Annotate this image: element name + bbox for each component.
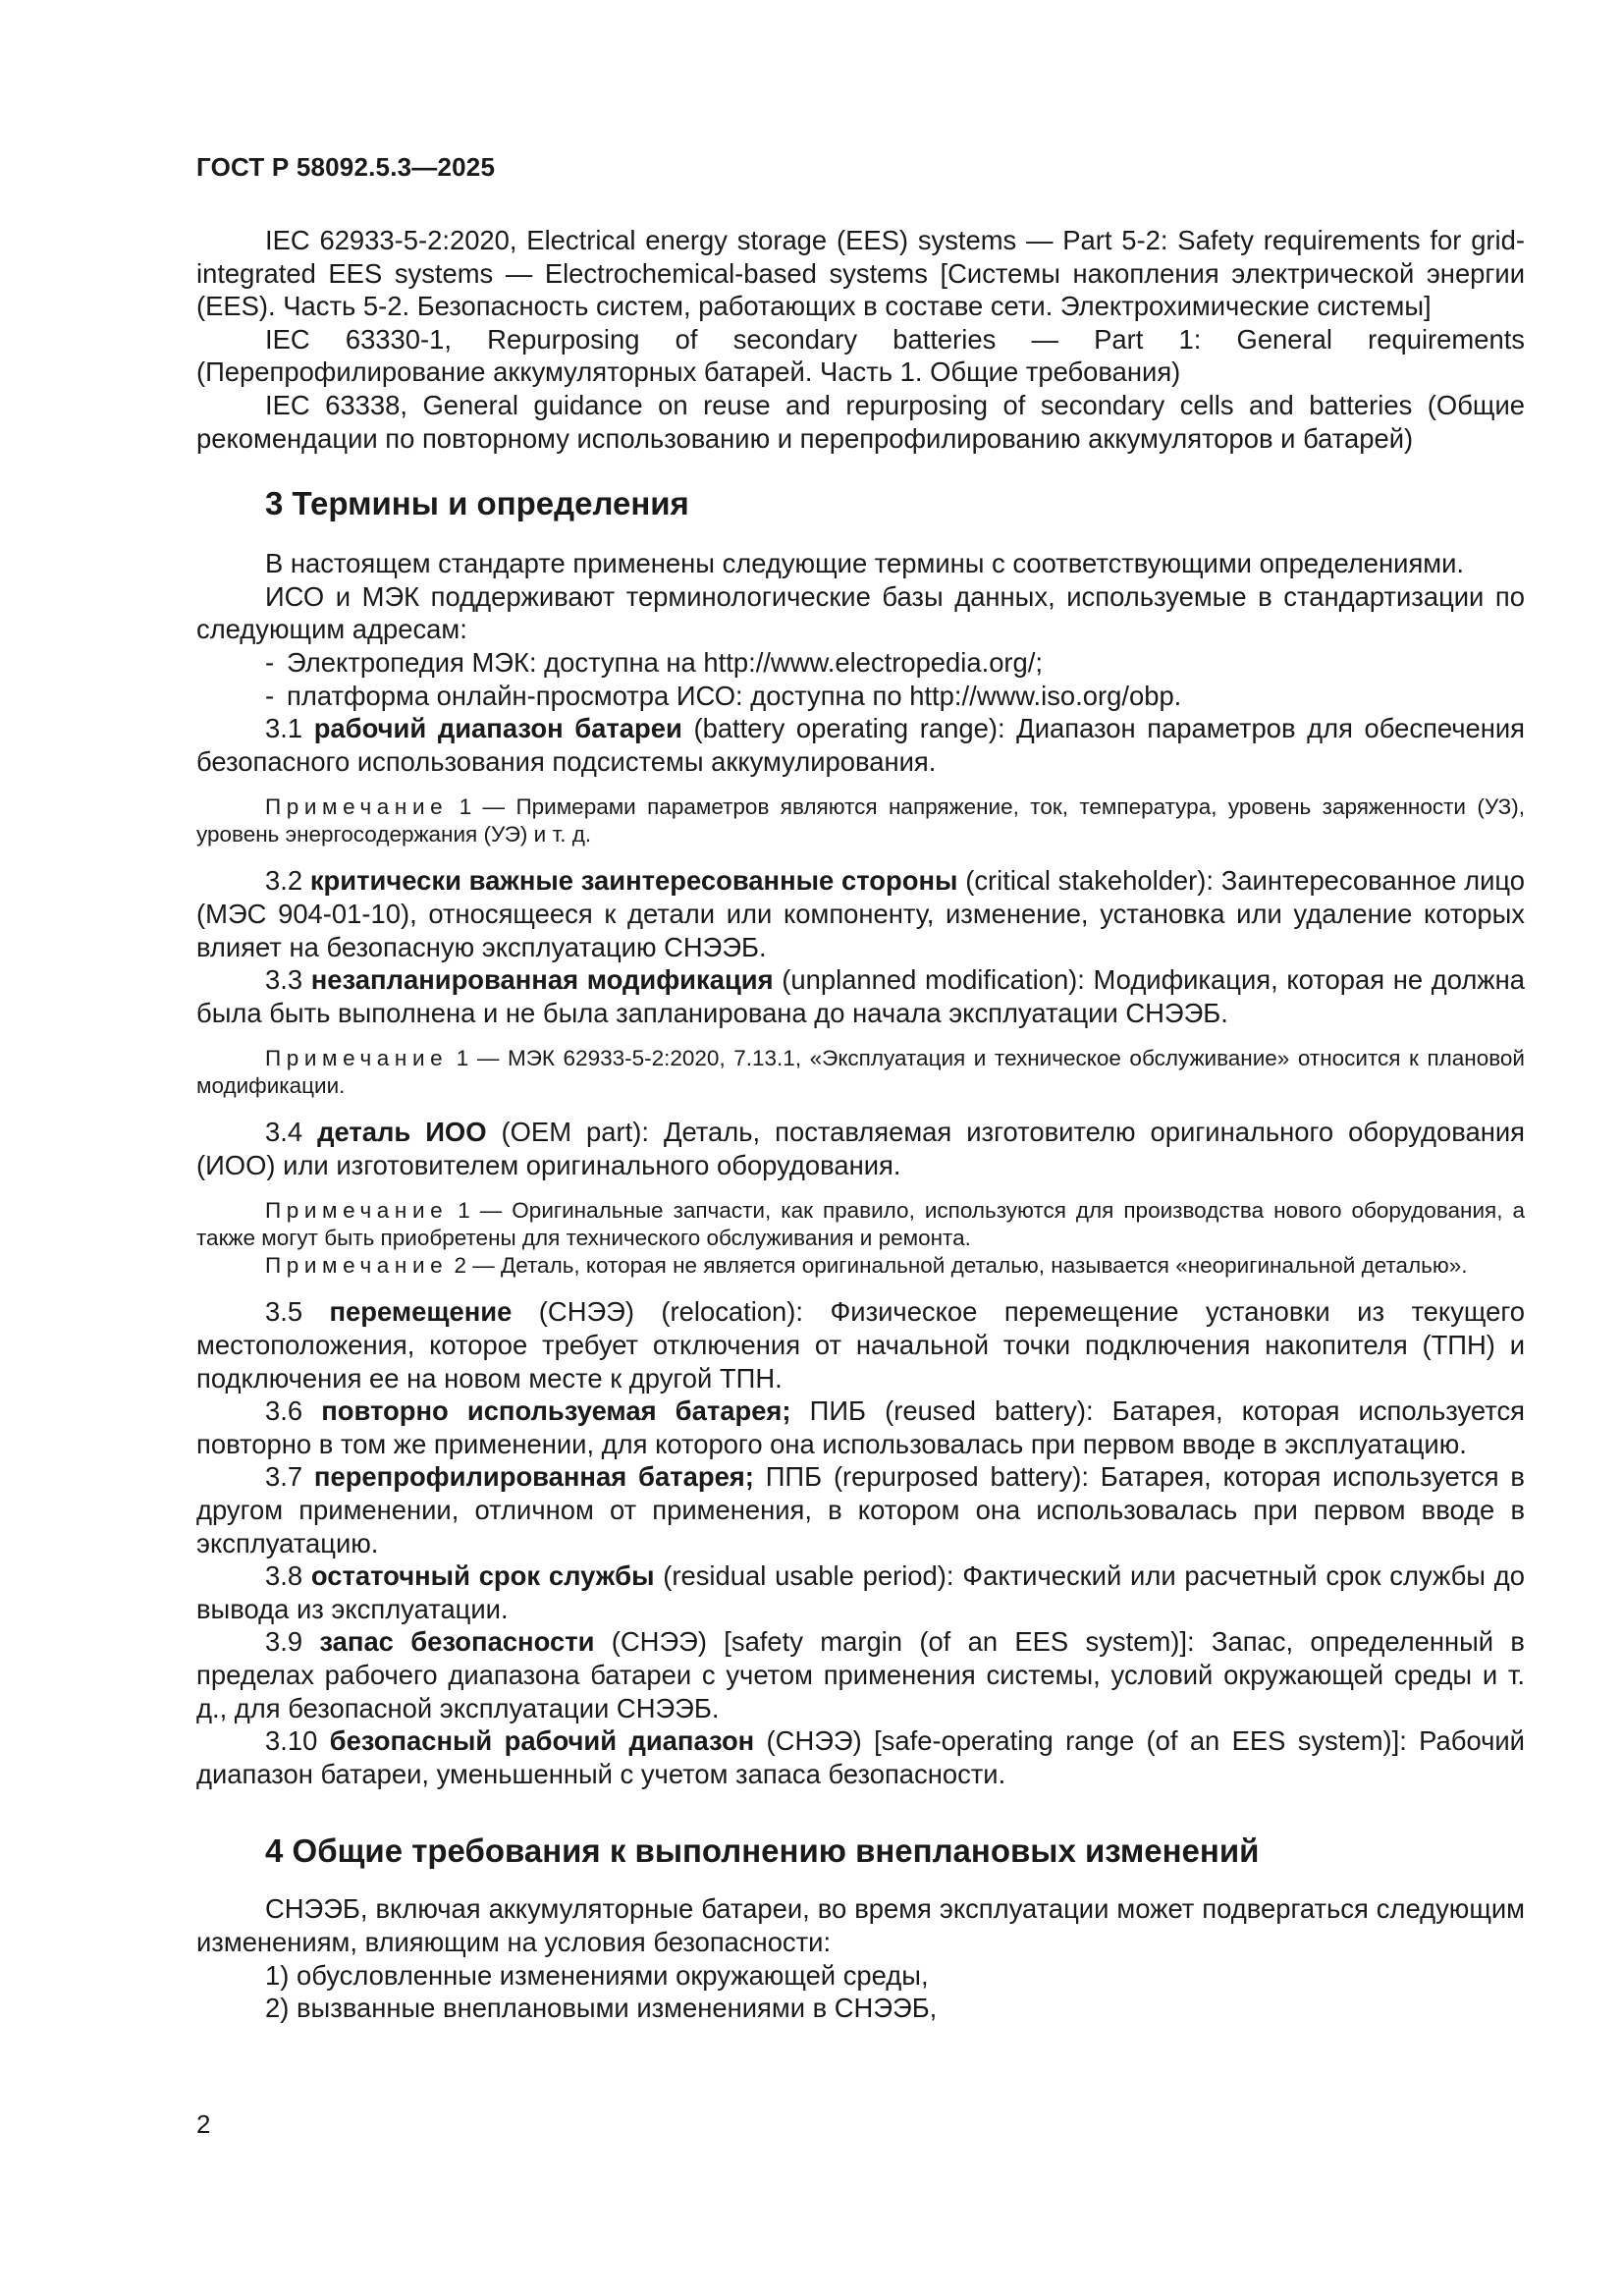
term-definition [196, 963, 1525, 1029]
term-name: повторно используемая батарея; [321, 1395, 791, 1427]
term-number: 3.6 [265, 1395, 303, 1427]
document-header: ГОСТ Р 58092.5.3—2025 [196, 152, 496, 182]
term-number: 3.8 [265, 1560, 303, 1592]
note [196, 1252, 1525, 1280]
term-definition [196, 1625, 1525, 1724]
term-name: рабочий диапазон батареи [313, 713, 682, 744]
enumerated-item: 1) обусловленные изменениями окружающей среды, [265, 1959, 929, 1991]
term-text: (battery operating range): Диапазон параметров для обеспечения безопасного использования подсистемы аккумулирования. [196, 713, 1525, 777]
list-dash: - [265, 680, 275, 711]
note-label: Примечание [265, 1253, 449, 1279]
term-text: (critical stakeholder): Заинтересованное лицо (МЭС 904-01-10), относящееся к детали или компоненту, изменение, установка или удаление которых влияет на безопасную эксплуатацию СНЭЭБ. [196, 865, 1526, 962]
term-definition [196, 712, 1525, 778]
note-label: Примечание [265, 1046, 449, 1071]
term-number: 3.7 [265, 1461, 303, 1493]
term-number: 3.2 [265, 865, 303, 897]
term-text: (residual usable period): Фактический или расчетный срок службы до вывода из эксплуатации. [196, 1560, 1525, 1624]
section-heading: 3 Термины и определения [265, 485, 689, 522]
term-text: (СНЭЭ) (relocation): Физическое перемещение установки из текущего местоположения, которое требует отключения от начальной точки подключения накопителя (ТПН) и подключения ее на новом месте к другой ТПН. [196, 1296, 1525, 1394]
document-body [196, 224, 1525, 2025]
enumerated-item: 2) вызванные внеплановыми изменениями в СНЭЭБ, [265, 1993, 938, 2024]
term-name: запас безопасности [319, 1626, 595, 1658]
note [196, 1045, 1525, 1100]
list-item [196, 646, 1525, 680]
note-text: 1 — Оригинальные запчасти, как правило, используются для производства нового оборудования, а также могут быть приобретены для технического обслуживания и ремонта. [196, 1198, 1525, 1251]
note [196, 1197, 1525, 1252]
term-definition [196, 864, 1525, 963]
paragraph: В настоящем стандарте применены следующие термины с соответствующими определениями. [265, 548, 1465, 579]
term-definition [196, 1116, 1525, 1181]
term-definition [196, 1724, 1525, 1790]
list-item-text: Электропедия МЭК: доступна на http://www.electropedia.org/; [287, 646, 1043, 678]
reference-item: IEC 62933-5-2:2020, Electrical energy storage (EES) systems — Part 5-2: Safety requirements for grid-integrated EES systems — Electrochemical-based systems [Системы накопления электрической энергии (EES). Часть 5-2. Безопасность систем, работающих в составе сети. Электрохимические системы] [196, 225, 1525, 322]
term-number: 3.10 [265, 1725, 318, 1757]
term-definition [196, 1460, 1525, 1559]
term-name: перемещение [329, 1296, 513, 1328]
term-name: незапланированная модификация [310, 964, 774, 996]
term-text: ППБ (repurposed battery): Батарея, которая используется в другом применении, отличном от применения, в котором она использовалась при первом вводе в эксплуатацию. [196, 1461, 1525, 1558]
term-name: остаточный срок службы [310, 1560, 655, 1592]
term-number: 3.5 [265, 1296, 303, 1328]
term-definition [196, 1559, 1525, 1625]
list-dash: - [265, 646, 275, 678]
term-name: перепрофилированная батарея; [313, 1461, 754, 1493]
reference-item: IEC 63338, General guidance on reuse and repurposing of secondary cells and batteries (Общие рекомендации по повторному использованию и перепрофилированию аккумуляторов и батарей) [196, 389, 1525, 454]
term-number: 3.4 [265, 1117, 303, 1148]
term-text: (СНЭЭ) [safe-operating range (of an EES system)]: Рабочий диапазон батареи, уменьшенный с учетом запаса безопасности. [196, 1725, 1525, 1789]
note [196, 793, 1525, 848]
term-definition [196, 1295, 1525, 1394]
paragraph: СНЭЭБ, включая аккумуляторные батареи, во время эксплуатации может подвергаться следующим изменениям, влияющим на условия безопасности: [196, 1893, 1525, 1957]
note-label: Примечание [265, 1198, 449, 1224]
term-name: безопасный рабочий диапазон [329, 1725, 755, 1757]
reference-item: IEC 63330-1, Repurposing of secondary batteries — Part 1: General requirements (Перепрофилирование аккумуляторных батарей. Часть 1. Общие требования) [196, 323, 1525, 388]
note-text: 1 — Примерами параметров являются напряжение, ток, температура, уровень заряженности (УЗ), уровень энергосодержания (УЭ) и т. д. [196, 794, 1525, 847]
term-name: деталь ИОО [317, 1117, 487, 1148]
term-text: (OEM part): Деталь, поставляемая изготовителю оригинального оборудования (ИОО) или изготовителем оригинального оборудования. [196, 1117, 1525, 1180]
list-item-text: платформа онлайн-просмотра ИСО: доступна по http://www.iso.org/obp. [287, 680, 1182, 711]
list-item [196, 680, 1525, 713]
note-text: 1 — МЭК 62933-5-2:2020, 7.13.1, «Эксплуатация и техническое обслуживание» относится к плановой модификации. [196, 1046, 1525, 1099]
term-definition [196, 1394, 1525, 1460]
term-text: (unplanned modification): Модификация, которая не должна была быть выполнена и не была запланирована до начала эксплуатации СНЭЭБ. [196, 964, 1525, 1028]
section-heading: 4 Общие требования к выполнению внеплановых изменений [265, 1832, 1260, 1870]
note-text: 2 — Деталь, которая не является оригинальной деталью, называется «неоригинальной деталью». [448, 1253, 1468, 1279]
term-number: 3.1 [265, 713, 303, 744]
term-text: ПИБ (reused battery): Батарея, которая используется повторно в том же применении, для которого она использовалась при первом вводе в эксплуатацию. [196, 1395, 1525, 1459]
term-text: (СНЭЭ) [safety margin (of an EES system)]: Запас, определенный в пределах рабочего диапазона батареи с учетом применения системы, условий окружающей среды и т. д., для безопасной эксплуатации СНЭЭБ. [196, 1626, 1525, 1723]
page-number: 2 [196, 2109, 211, 2139]
note-label: Примечание [265, 794, 449, 820]
paragraph: ИСО и МЭК поддерживают терминологические базы данных, используемые в стандартизации по следующим адресам: [196, 580, 1525, 645]
term-name: критически важные заинтересованные стороны [309, 865, 958, 897]
term-number: 3.3 [265, 964, 303, 996]
term-number: 3.9 [265, 1626, 303, 1658]
